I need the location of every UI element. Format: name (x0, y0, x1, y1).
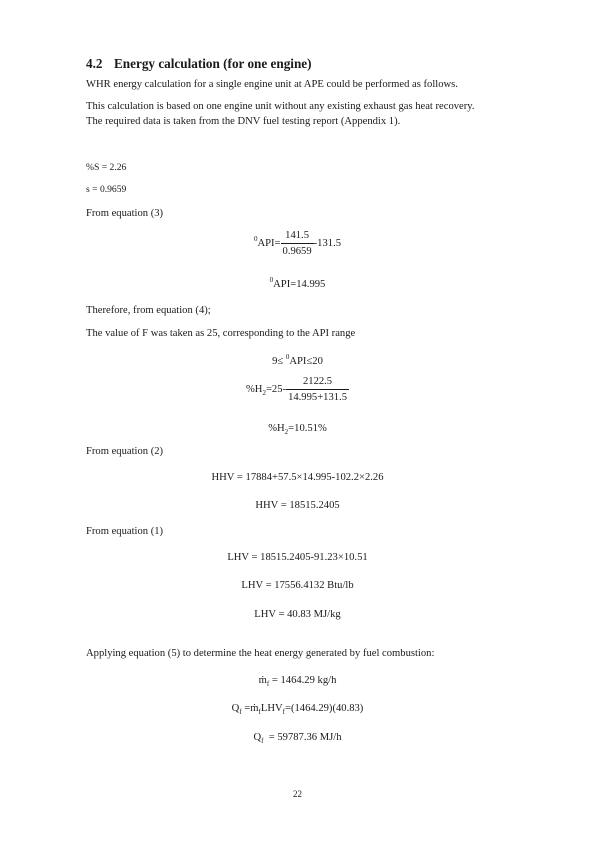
hhv-result: HHV = 18515.2405 (255, 500, 340, 511)
specific-gravity-input: s = 0.9659 (86, 184, 127, 195)
section-title: Energy calculation (for one engine) (114, 56, 312, 71)
section-number: 4.2 (86, 56, 103, 71)
hhv-equation: HHV = 17884+57.5×14.995-102.2×2.26 (211, 472, 384, 483)
api-range: 9≤ $^0$API≤20 (272, 353, 323, 367)
basis-paragraph-line1: This calculation is based on one engine unit without any existing exhaust gas heat recovery. (86, 101, 475, 112)
eq1-label: From equation (1) (86, 526, 164, 537)
intro-paragraph: WHR energy calculation for a single engine unit at APE could be performed as follows. (86, 79, 458, 90)
api-equation: $^0$API= $\frac{141.5}{0.9659}$ -131.5 (253, 230, 342, 257)
basis-paragraph-line2: The required data is taken from the DNV fuel testing report (Appendix 1). (86, 116, 401, 127)
eq2-label: From equation (2) (86, 446, 164, 457)
heat-energy-result: $Q_f = 59787.36$ MJ/h (253, 732, 342, 745)
eq3-label: From equation (3) (86, 208, 164, 219)
api-fraction: $\frac{141.5}{0.9659}$ (282, 230, 312, 257)
f-value-note: The value of F was taken as 25, corresponding to the API range (86, 328, 356, 339)
hydrogen-result: $\%H_2=10.51\%$ (268, 423, 327, 436)
api-result: $^0$API=14.995 (269, 276, 326, 290)
lhv-result-mj: LHV = 40.83 MJ/kg (254, 609, 341, 620)
page-number: 22 (293, 789, 302, 799)
sulfur-input: %S = 2.26 (86, 162, 127, 173)
eq4-label: Therefore, from equation (4); (86, 305, 211, 316)
section-heading (86, 56, 312, 72)
eq5-label: Applying equation (5) to determine the heat energy generated by fuel combustion: (86, 648, 435, 659)
hydrogen-fraction: $\frac{2122.5}{14.995+131.5}$ (288, 376, 348, 403)
heat-energy-equation: $Q_f$ $=ṁ_fLHV_f=(1464.29)(40.83)$ (231, 703, 364, 716)
lhv-equation: LHV = 18515.2405-91.23×10.51 (227, 552, 368, 563)
hydrogen-equation: $\%H_2=25-$ $\frac{2122.5}{14.995+131.5}$ (245, 376, 348, 403)
fuel-mass-flow: ṁ$_f$ = 1464.29 kg/h (258, 675, 337, 688)
lhv-result-btu: LHV = 17556.4132 Btu/lb (241, 580, 354, 591)
